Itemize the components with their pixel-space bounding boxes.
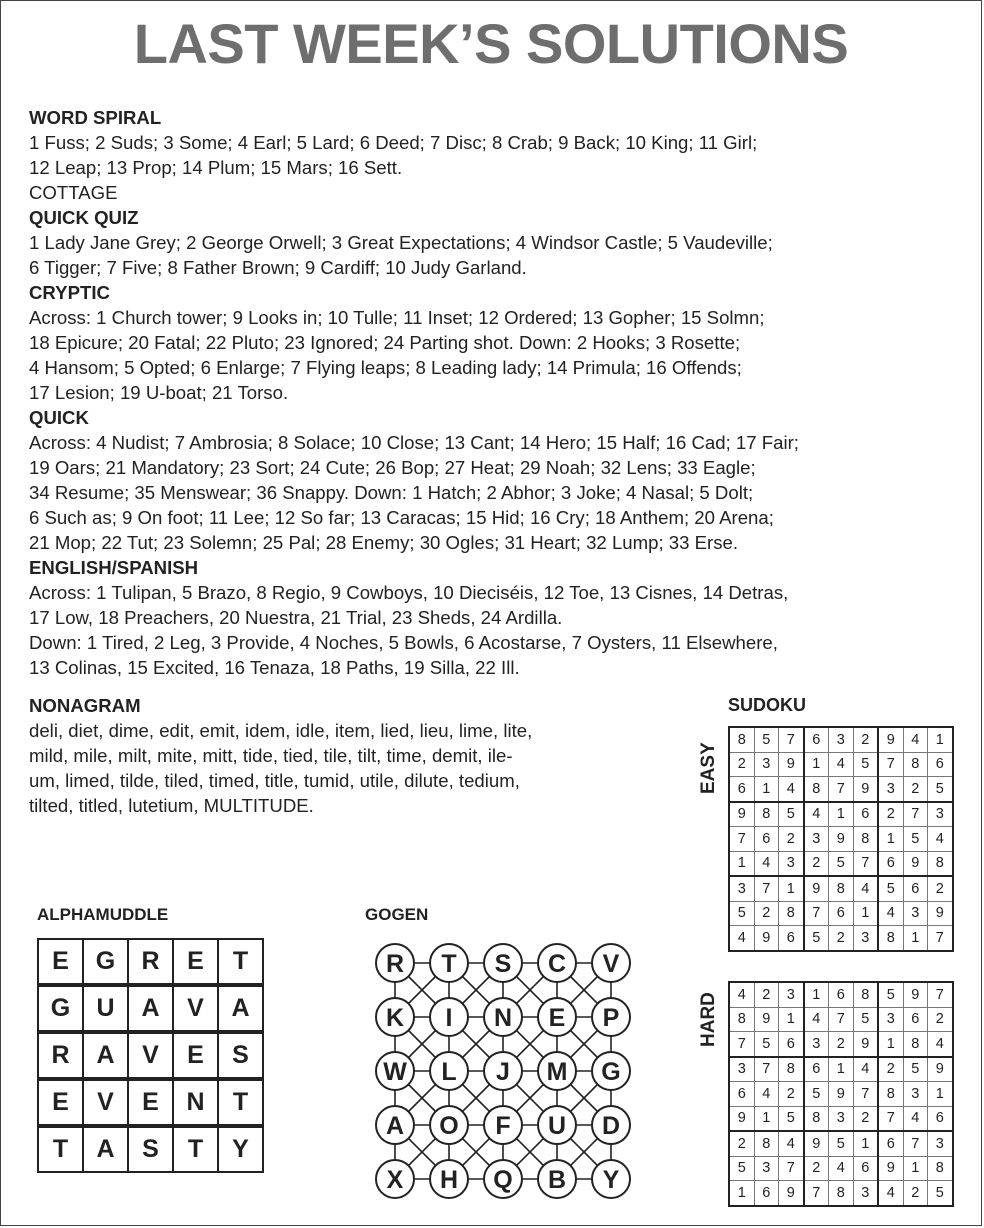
alphamuddle-cell: S — [218, 1033, 263, 1078]
sudoku-row — [729, 1156, 953, 1181]
sudoku-cell: 7 — [928, 926, 953, 951]
sudoku-cell: 7 — [903, 802, 928, 827]
sudoku-cell: 6 — [804, 1057, 829, 1082]
sudoku-cell: 5 — [853, 752, 878, 777]
sudoku-cell: 1 — [878, 1032, 903, 1057]
sudoku-row — [729, 802, 953, 827]
sudoku-cell: 3 — [754, 752, 779, 777]
sudoku-cell: 7 — [729, 1032, 754, 1057]
sudoku-hard-grid — [728, 981, 954, 1207]
english-spanish-line: 13 Colinas, 15 Excited, 16 Tenaza, 18 Paths, 19 Silla, 22 Ill. — [29, 657, 520, 678]
alphamuddle-cell: V — [173, 986, 218, 1031]
sudoku-cell: 2 — [754, 901, 779, 926]
sudoku-cell: 1 — [779, 1007, 804, 1032]
sudoku-cell: 7 — [878, 752, 903, 777]
sudoku-cell: 4 — [804, 802, 829, 827]
alphamuddle-cell: U — [83, 986, 128, 1031]
sudoku-cell: 5 — [754, 1032, 779, 1057]
sudoku-cell: 6 — [829, 982, 854, 1007]
word-spiral-section — [29, 105, 964, 205]
quick-quiz-line: 1 Lady Jane Grey; 2 George Orwell; 3 Great Expectations; 4 Windsor Castle; 5 Vaudeville; — [29, 232, 773, 253]
sudoku-cell: 7 — [853, 1082, 878, 1107]
alphamuddle-row — [38, 939, 263, 984]
sudoku-cell: 5 — [878, 982, 903, 1007]
alphamuddle-cell: E — [38, 939, 83, 984]
sudoku-cell: 3 — [878, 777, 903, 802]
sudoku-cell: 7 — [804, 1181, 829, 1206]
page-title: LAST WEEK’S SOLUTIONS — [133, 12, 849, 75]
sudoku-cell: 2 — [779, 827, 804, 852]
sudoku-row — [729, 1032, 953, 1057]
sudoku-cell: 4 — [754, 1082, 779, 1107]
alphamuddle-cell: T — [38, 1127, 83, 1172]
sudoku-cell: 5 — [853, 1007, 878, 1032]
sudoku-cell: 1 — [829, 1057, 854, 1082]
alphamuddle-cell: A — [83, 1127, 128, 1172]
sudoku-cell: 7 — [779, 1156, 804, 1181]
sudoku-cell: 5 — [729, 1156, 754, 1181]
nonagram-line: tilted, titled, lutetium, MULTITUDE. — [29, 795, 314, 816]
alphamuddle-row — [38, 1080, 263, 1125]
english-spanish-line: Across: 1 Tulipan, 5 Brazo, 8 Regio, 9 Cowboys, 10 Dieciséis, 12 Toe, 13 Cisnes, 14 Detras, — [29, 582, 789, 603]
cryptic-heading: CRYPTIC — [29, 282, 110, 303]
sudoku-cell: 9 — [779, 752, 804, 777]
alphamuddle-cell: E — [38, 1080, 83, 1125]
cryptic-line: 18 Epicure; 20 Fatal; 22 Pluto; 23 Ignored; 24 Parting shot. Down: 2 Hooks; 3 Rosette; — [29, 332, 741, 353]
sudoku-cell: 4 — [853, 1057, 878, 1082]
sudoku-cell: 5 — [829, 1131, 854, 1156]
sudoku-cell: 8 — [928, 851, 953, 876]
gogen-letter: P — [602, 1004, 620, 1032]
sudoku-cell: 9 — [928, 901, 953, 926]
sudoku-cell: 5 — [804, 1082, 829, 1107]
sudoku-cell: 1 — [729, 851, 754, 876]
sudoku-cell: 3 — [878, 1007, 903, 1032]
sudoku-cell: 4 — [903, 1106, 928, 1131]
english-spanish-heading: ENGLISH/SPANISH — [29, 557, 199, 578]
sudoku-cell: 6 — [928, 752, 953, 777]
gogen-letter: H — [439, 1166, 459, 1194]
hard-label: HARD — [698, 992, 719, 1047]
gogen-letter: J — [496, 1058, 510, 1086]
alphamuddle-row — [38, 1033, 263, 1078]
sudoku-cell: 4 — [779, 1131, 804, 1156]
sudoku-cell: 2 — [804, 1156, 829, 1181]
sudoku-cell: 1 — [853, 901, 878, 926]
sudoku-cell: 5 — [928, 1181, 953, 1206]
gogen-letter: R — [385, 950, 405, 978]
sudoku-cell: 7 — [754, 876, 779, 901]
gogen-letter: W — [383, 1058, 407, 1086]
sudoku-row — [729, 1082, 953, 1107]
word-spiral-line: 12 Leap; 13 Prop; 14 Plum; 15 Mars; 16 Sett. — [29, 157, 403, 178]
sudoku-cell: 9 — [804, 1131, 829, 1156]
sudoku-cell: 8 — [754, 802, 779, 827]
sudoku-cell: 7 — [853, 851, 878, 876]
alphamuddle-cell: R — [128, 939, 173, 984]
gogen-letter: N — [493, 1004, 513, 1032]
sudoku-cell: 3 — [779, 982, 804, 1007]
sudoku-cell: 9 — [853, 1032, 878, 1057]
quick-line: Across: 4 Nudist; 7 Ambrosia; 8 Solace; 10 Close; 13 Cant; 14 Hero; 15 Half; 16 Cad; 17 Fair; — [29, 432, 799, 453]
sudoku-cell: 8 — [928, 1156, 953, 1181]
sudoku-cell: 3 — [829, 727, 854, 752]
sudoku-cell: 9 — [853, 777, 878, 802]
sudoku-cell: 7 — [903, 1131, 928, 1156]
sudoku-cell: 1 — [928, 727, 953, 752]
sudoku-cell: 2 — [729, 752, 754, 777]
sudoku-cell: 4 — [729, 982, 754, 1007]
word-spiral-line: COTTAGE — [29, 182, 118, 203]
sudoku-cell: 1 — [754, 1106, 779, 1131]
nonagram-line: um, limed, tilde, tiled, timed, title, tumid, utile, dilute, tedium, — [29, 770, 520, 791]
sudoku-cell: 3 — [729, 876, 754, 901]
sudoku-cell: 3 — [829, 1106, 854, 1131]
word-spiral-line: 1 Fuss; 2 Suds; 3 Some; 4 Earl; 5 Lard; 6 Deed; 7 Disc; 8 Crab; 9 Back; 10 King; 11 Girl; — [29, 132, 758, 153]
sudoku-cell: 9 — [729, 802, 754, 827]
sudoku-cell: 7 — [779, 727, 804, 752]
alphamuddle-cell: A — [218, 986, 263, 1031]
sudoku-cell: 2 — [903, 777, 928, 802]
gogen-letter: O — [439, 1112, 459, 1140]
sudoku-cell: 1 — [853, 1131, 878, 1156]
sudoku-cell: 8 — [829, 1181, 854, 1206]
sudoku-cell: 2 — [853, 1106, 878, 1131]
sudoku-cell: 6 — [729, 777, 754, 802]
sudoku-cell: 8 — [804, 777, 829, 802]
sudoku-cell: 6 — [928, 1106, 953, 1131]
sudoku-cell: 9 — [928, 1057, 953, 1082]
nonagram-line: mild, mile, milt, mite, mitt, tide, tied, tile, tilt, time, demit, ile- — [29, 745, 513, 766]
gogen-letter: L — [441, 1058, 457, 1086]
sudoku-cell: 3 — [853, 1181, 878, 1206]
quick-section — [29, 405, 964, 555]
sudoku-cell: 8 — [754, 1131, 779, 1156]
sudoku-cell: 6 — [878, 851, 903, 876]
nonagram-section — [29, 693, 669, 818]
sudoku-cell: 5 — [804, 926, 829, 951]
cryptic-line: 17 Lesion; 19 U-boat; 21 Torso. — [29, 382, 289, 403]
sudoku-cell: 9 — [804, 876, 829, 901]
sudoku-cell: 6 — [779, 1032, 804, 1057]
sudoku-cell: 2 — [853, 727, 878, 752]
sudoku-cell: 2 — [829, 926, 854, 951]
sudoku-cell: 1 — [829, 802, 854, 827]
sudoku-cell: 5 — [928, 777, 953, 802]
sudoku-cell: 8 — [804, 1106, 829, 1131]
sudoku-cell: 7 — [829, 1007, 854, 1032]
sudoku-cell: 3 — [903, 1082, 928, 1107]
gogen-letter: B — [547, 1166, 567, 1194]
sudoku-cell: 9 — [779, 1181, 804, 1206]
sudoku-cell: 9 — [903, 851, 928, 876]
gogen-letter: A — [385, 1112, 405, 1140]
quick-line: 34 Resume; 35 Menswear; 36 Snappy. Down: 1 Hatch; 2 Abhor; 3 Joke; 4 Nasal; 5 Dolt; — [29, 482, 754, 503]
sudoku-cell: 5 — [878, 876, 903, 901]
gogen-letter: S — [494, 950, 512, 978]
sudoku-cell: 2 — [779, 1082, 804, 1107]
sudoku-cell: 7 — [804, 901, 829, 926]
sudoku-row — [729, 876, 953, 901]
sudoku-cell: 3 — [804, 827, 829, 852]
english-spanish-section — [29, 555, 964, 680]
sudoku-row — [729, 777, 953, 802]
alphamuddle-cell: E — [173, 939, 218, 984]
sudoku-cell: 3 — [754, 1156, 779, 1181]
sudoku-cell: 2 — [729, 1131, 754, 1156]
sudoku-cell: 6 — [853, 1156, 878, 1181]
sudoku-cell: 6 — [754, 1181, 779, 1206]
sudoku-cell: 1 — [804, 752, 829, 777]
gogen-letter: E — [548, 1004, 566, 1032]
sudoku-cell: 8 — [779, 901, 804, 926]
gogen-heading: GOGEN — [365, 905, 429, 924]
alphamuddle-cell: R — [38, 1033, 83, 1078]
sudoku-cell: 3 — [903, 901, 928, 926]
alphamuddle-row — [38, 986, 263, 1031]
sudoku-easy-grid — [728, 726, 954, 952]
quick-heading: QUICK — [29, 407, 89, 428]
sudoku-row — [729, 1057, 953, 1082]
sudoku-cell: 2 — [928, 1007, 953, 1032]
gogen-letter: U — [547, 1112, 567, 1140]
sudoku-row — [729, 1007, 953, 1032]
sudoku-cell: 4 — [804, 1007, 829, 1032]
gogen-letter: X — [386, 1166, 404, 1194]
sudoku-cell: 9 — [829, 827, 854, 852]
gogen-letter: C — [547, 950, 567, 978]
sudoku-cell: 6 — [829, 901, 854, 926]
sudoku-cell: 6 — [903, 876, 928, 901]
sudoku-cell: 1 — [878, 827, 903, 852]
cryptic-line: Across: 1 Church tower; 9 Looks in; 10 Tulle; 11 Inset; 12 Ordered; 13 Gopher; 15 Solmn; — [29, 307, 765, 328]
alphamuddle-cell: A — [83, 1033, 128, 1078]
sudoku-row — [729, 1131, 953, 1156]
sudoku-row — [729, 1106, 953, 1131]
alphamuddle-cell: G — [83, 939, 128, 984]
gogen-letter: F — [495, 1112, 511, 1140]
gogen-letter: Y — [602, 1166, 620, 1194]
gogen-letter: D — [601, 1112, 621, 1140]
gogen-letter: V — [602, 950, 620, 978]
nonagram-line: deli, diet, dime, edit, emit, idem, idle, item, lied, lieu, lime, lite, — [29, 720, 533, 741]
gogen-letter: M — [546, 1058, 568, 1086]
sudoku-row — [729, 827, 953, 852]
sudoku-cell: 4 — [878, 1181, 903, 1206]
alphamuddle-cell: Y — [218, 1127, 263, 1172]
sudoku-cell: 1 — [804, 982, 829, 1007]
sudoku-cell: 6 — [903, 1007, 928, 1032]
sudoku-cell: 4 — [754, 851, 779, 876]
english-spanish-line: 17 Low, 18 Preachers, 20 Nuestra, 21 Trial, 23 Sheds, 24 Ardilla. — [29, 607, 563, 628]
sudoku-cell: 8 — [829, 876, 854, 901]
alphamuddle-cell: V — [83, 1080, 128, 1125]
sudoku-heading: SUDOKU — [728, 695, 807, 715]
sudoku-cell: 6 — [878, 1131, 903, 1156]
sudoku-cell: 5 — [903, 827, 928, 852]
gogen-letter: G — [601, 1058, 621, 1086]
alphamuddle-cell: T — [218, 1080, 263, 1125]
gogen-letter: K — [385, 1004, 405, 1032]
sudoku-cell: 8 — [729, 1007, 754, 1032]
sudoku-cell: 8 — [878, 926, 903, 951]
sudoku-cell: 2 — [804, 851, 829, 876]
quick-quiz-line: 6 Tigger; 7 Five; 8 Father Brown; 9 Cardiff; 10 Judy Garland. — [29, 257, 527, 278]
sudoku-cell: 9 — [754, 1007, 779, 1032]
sudoku-cell: 6 — [779, 926, 804, 951]
sudoku-row — [729, 982, 953, 1007]
sudoku-cell: 3 — [853, 926, 878, 951]
sudoku-cell: 7 — [878, 1106, 903, 1131]
sudoku-cell: 1 — [779, 876, 804, 901]
quick-quiz-section — [29, 205, 964, 280]
sudoku-cell: 1 — [729, 1181, 754, 1206]
sudoku-cell: 3 — [729, 1057, 754, 1082]
sudoku-cell: 3 — [928, 1131, 953, 1156]
sudoku-cell: 7 — [829, 777, 854, 802]
sudoku-row — [729, 1181, 953, 1206]
sudoku-row — [729, 752, 953, 777]
gogen-letter: Q — [493, 1166, 513, 1194]
sudoku-row — [729, 851, 953, 876]
sudoku-cell: 9 — [878, 727, 903, 752]
sudoku-cell: 9 — [829, 1082, 854, 1107]
sudoku-cell: 8 — [878, 1082, 903, 1107]
sudoku-cell: 6 — [804, 727, 829, 752]
sudoku-cell: 7 — [754, 1057, 779, 1082]
quick-line: 21 Mop; 22 Tut; 23 Solemn; 25 Pal; 28 Enemy; 30 Ogles; 31 Heart; 32 Lump; 33 Erse. — [29, 532, 739, 553]
english-spanish-line: Down: 1 Tired, 2 Leg, 3 Provide, 4 Noches, 5 Bowls, 6 Acostarse, 7 Oysters, 11 Elsewhere, — [29, 632, 778, 653]
sudoku-cell: 9 — [754, 926, 779, 951]
alphamuddle-row — [38, 1127, 263, 1172]
sudoku-cell: 4 — [729, 926, 754, 951]
sudoku-cell: 7 — [928, 982, 953, 1007]
sudoku-cell: 2 — [928, 876, 953, 901]
sudoku-cell: 4 — [928, 827, 953, 852]
sudoku-cell: 4 — [829, 752, 854, 777]
alphamuddle-heading: ALPHAMUDDLE — [37, 905, 169, 924]
sudoku-cell: 9 — [878, 1156, 903, 1181]
sudoku-cell: 2 — [754, 982, 779, 1007]
cryptic-line: 4 Hansom; 5 Opted; 6 Enlarge; 7 Flying leaps; 8 Leading lady; 14 Primula; 16 Offends; — [29, 357, 742, 378]
gogen-letter: I — [445, 1004, 453, 1032]
sudoku-cell: 4 — [829, 1156, 854, 1181]
sudoku-cell: 6 — [853, 802, 878, 827]
sudoku-cell: 4 — [779, 777, 804, 802]
sudoku-cell: 1 — [928, 1082, 953, 1107]
sudoku-cell: 8 — [729, 727, 754, 752]
sudoku-cell: 1 — [754, 777, 779, 802]
sudoku-cell: 8 — [853, 827, 878, 852]
sudoku-cell: 3 — [928, 802, 953, 827]
alphamuddle-cell: A — [128, 986, 173, 1031]
alphamuddle-cell: S — [128, 1127, 173, 1172]
sudoku-row — [729, 727, 953, 752]
sudoku-cell: 1 — [903, 1156, 928, 1181]
quick-line: 19 Oars; 21 Mandatory; 23 Sort; 24 Cute; 26 Bop; 27 Heat; 29 Noah; 32 Lens; 33 Eagle; — [29, 457, 756, 478]
sudoku-cell: 9 — [729, 1106, 754, 1131]
cryptic-section — [29, 280, 964, 405]
nonagram-heading: NONAGRAM — [29, 695, 141, 716]
sudoku-cell: 7 — [729, 827, 754, 852]
alphamuddle-cell: T — [218, 939, 263, 984]
sudoku-cell: 4 — [878, 901, 903, 926]
sudoku-cell: 5 — [779, 802, 804, 827]
easy-label: EASY — [698, 742, 719, 794]
gogen-letter: T — [441, 950, 457, 978]
sudoku-cell: 1 — [903, 926, 928, 951]
sudoku-cell: 6 — [754, 827, 779, 852]
sudoku-cell: 2 — [903, 1181, 928, 1206]
quick-line: 6 Such as; 9 On foot; 11 Lee; 12 So far; 13 Caracas; 15 Hid; 16 Cry; 18 Anthem; 20 Arena; — [29, 507, 774, 528]
sudoku-cell: 2 — [878, 802, 903, 827]
sudoku-cell: 2 — [878, 1057, 903, 1082]
sudoku-cell: 3 — [804, 1032, 829, 1057]
alphamuddle-cell: G — [38, 986, 83, 1031]
sudoku-cell: 3 — [779, 851, 804, 876]
sudoku-cell: 8 — [779, 1057, 804, 1082]
sudoku-cell: 5 — [729, 901, 754, 926]
sudoku-cell: 8 — [903, 1032, 928, 1057]
sudoku-cell: 6 — [729, 1082, 754, 1107]
alphamuddle-cell: N — [173, 1080, 218, 1125]
sudoku-cell: 8 — [853, 982, 878, 1007]
sudoku-row — [729, 901, 953, 926]
alphamuddle-cell: T — [173, 1127, 218, 1172]
sudoku-cell: 2 — [829, 1032, 854, 1057]
sudoku-cell: 9 — [903, 982, 928, 1007]
quick-quiz-heading: QUICK QUIZ — [29, 207, 139, 228]
solutions-text — [29, 105, 964, 680]
sudoku-cell: 4 — [853, 876, 878, 901]
gogen-grid — [363, 935, 643, 1225]
sudoku-row — [729, 926, 953, 951]
sudoku-cell: 5 — [779, 1106, 804, 1131]
sudoku-cell: 5 — [903, 1057, 928, 1082]
word-spiral-heading: WORD SPIRAL — [29, 107, 162, 128]
sudoku-cell: 4 — [903, 727, 928, 752]
sudoku-cell: 5 — [829, 851, 854, 876]
alphamuddle-grid — [37, 938, 264, 1173]
alphamuddle-cell: V — [128, 1033, 173, 1078]
sudoku-cell: 8 — [903, 752, 928, 777]
alphamuddle-cell: E — [128, 1080, 173, 1125]
sudoku-cell: 5 — [754, 727, 779, 752]
sudoku-cell: 4 — [928, 1032, 953, 1057]
alphamuddle-cell: E — [173, 1033, 218, 1078]
